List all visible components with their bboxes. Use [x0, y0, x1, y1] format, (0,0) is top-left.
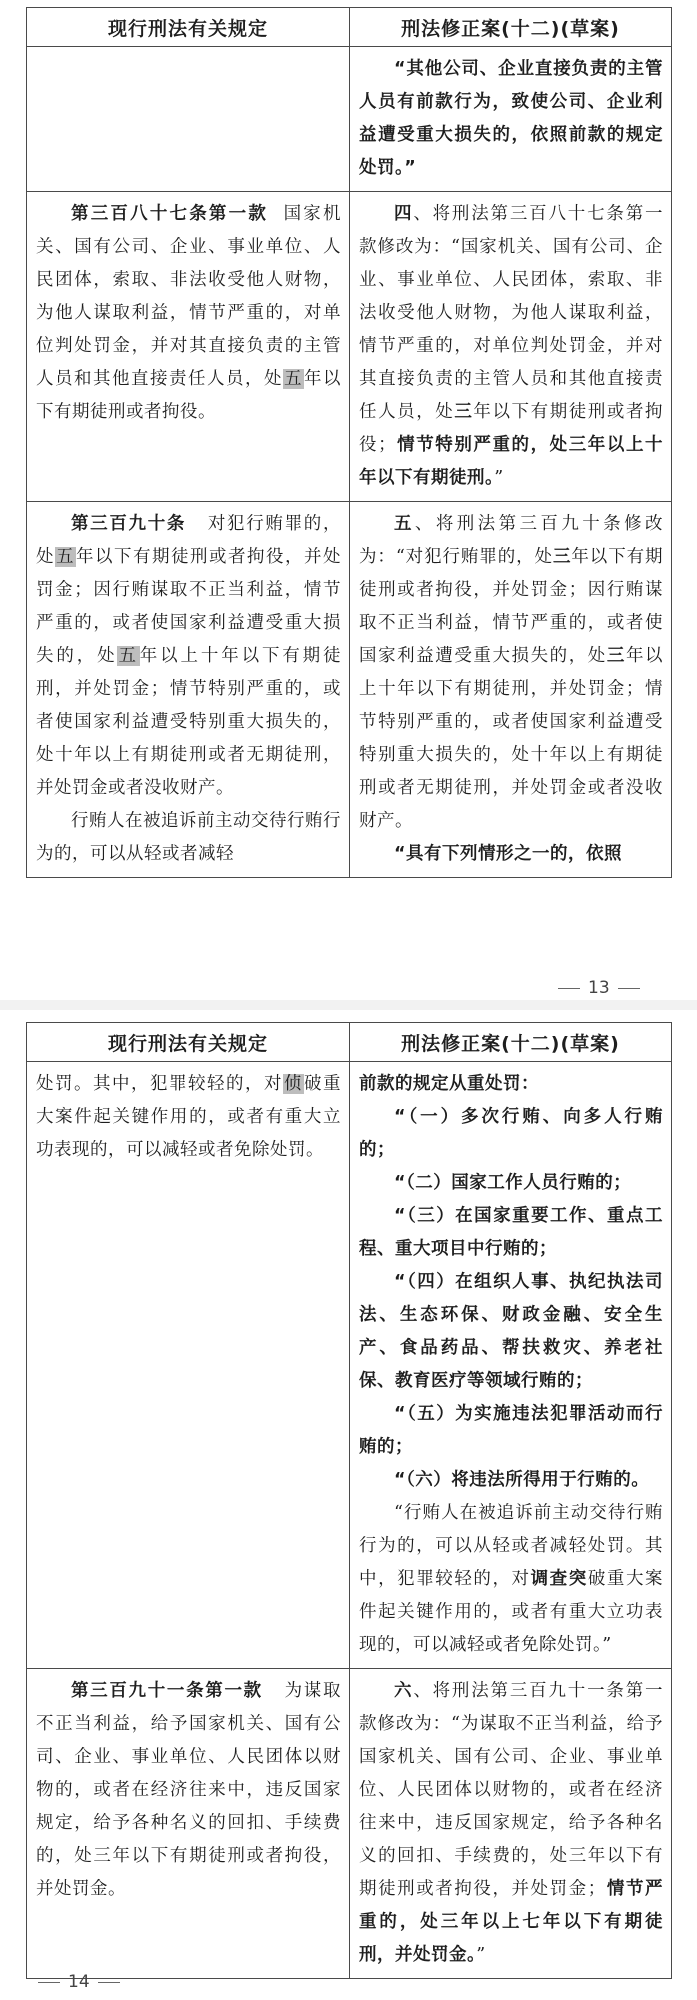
item-number: 四 — [394, 204, 414, 224]
article-390-text — [36, 508, 341, 805]
highlighted-changed-text: 五 — [56, 547, 75, 567]
changed-text: 调查突 — [530, 1569, 588, 1589]
header-amendment-draft: 刑法修正案(十二)(草案) — [350, 8, 672, 47]
text-span: 年以下有期徒刑或者拘役，并处罚金；因行贿谋取不正当利益，情节严重的，或者使国家利益遭受重大损失的，处 — [36, 547, 341, 666]
list-item-3: “（三）在国家重要工作、重点工程、重大项目中行贿的； — [359, 1206, 663, 1259]
list-item-5: “（五）为实施违法犯罪活动而行贿的； — [359, 1404, 663, 1457]
page-number — [30, 1972, 128, 1992]
header-current-law: 现行刑法有关规定 — [27, 1023, 350, 1062]
current-law-cell — [27, 192, 350, 502]
amendment-cell — [350, 502, 672, 878]
article-387-title: 第三百八十七条第一款 — [71, 204, 269, 224]
article-390-title: 第三百九十条 — [71, 514, 187, 534]
table-row — [27, 1062, 672, 1669]
text-span: 破重大案件起关键作用的，或者有重大立功表现的，可以减轻或者免除处罚。 — [36, 1074, 341, 1160]
table-row — [27, 47, 672, 192]
amendment-continuation: 前款的规定从重处罚： — [359, 1074, 539, 1094]
changed-text: 三 — [606, 646, 626, 666]
text-span: 年以上十年以下有期徒刑，并处罚金；情节特别严重的，或者使国家利益遭受特别重大损失的，处十年以上有期徒刑或者无期徒刑，并处罚金或者没收财产。 — [36, 646, 342, 798]
header-current-law: 现行刑法有关规定 — [27, 8, 350, 47]
highlighted-changed-text: 五 — [118, 646, 139, 666]
amendment-added-paragraph: “具有下列情形之一的，依照 — [394, 844, 623, 864]
dash-right — [618, 988, 640, 989]
current-law-cell — [27, 502, 350, 878]
text-span: 年以上十年以下有期徒刑，并处罚金；情节特别严重的，或者使国家利益遭受特别重大损失的，处十年以上有期徒刑或者无期徒刑，并处罚金或者没收财产。 — [359, 646, 664, 831]
amendment-item-4 — [359, 198, 663, 495]
list-item-2: “（二）国家工作人员行贿的； — [394, 1173, 632, 1193]
text-span: 、将刑法第三百九十条修改为：“对犯行贿罪的，处 — [359, 514, 664, 567]
current-law-cell — [27, 1062, 350, 1669]
dash-left — [558, 988, 580, 989]
text-span: 对犯行贿罪的，处 — [36, 514, 341, 567]
article-391-title: 第三百九十一条第一款 — [71, 1681, 263, 1701]
list-item-6: “（六）将违法所得用于行贿的。 — [394, 1470, 650, 1490]
item-number: 五 — [394, 514, 415, 534]
text-span: 年以下有期徒刑或者拘役。 — [36, 369, 341, 422]
table-row — [27, 502, 672, 878]
amendment-cell — [350, 1669, 672, 1979]
amendment-text: “其他公司、企业直接负责的主管人员有前款行为，致使公司、企业利益遭受重大损失的，依照前款的规定处罚。” — [359, 59, 663, 178]
text-span: 处罚。其中，犯罪较轻的，对 — [36, 1074, 283, 1094]
text-span: 破重大案件起关键作用的，或者有重大立功表现的，可以减轻或者免除处罚。” — [359, 1569, 664, 1655]
text-span: 国家机关、国有公司、企业、事业单位、人民团体，索取、非法收受他人财物，为他人谋取利益，情节严重的，对单位判处罚金，并对其直接负责的主管人员和其他直接责任人员，处 — [36, 204, 342, 389]
page-number-text: 14 — [68, 1972, 90, 1992]
amendment-paragraph — [359, 1497, 663, 1662]
article-391-text — [36, 1675, 341, 1906]
text-span: 年以下有期徒刑或者拘役，并处罚金；因行贿谋取不正当利益，情节严重的，或者使国家利益遭受重大损失的，处 — [359, 547, 664, 666]
item-number: 六 — [394, 1681, 414, 1701]
header-amendment-draft: 刑法修正案(十二)(草案) — [350, 1023, 672, 1062]
table-row — [27, 192, 672, 502]
page-number-text: 13 — [588, 978, 610, 998]
list-item-1: “（一）多次行贿、向多人行贿的； — [359, 1107, 663, 1160]
current-law-cell — [27, 1669, 350, 1979]
amendment-cell — [350, 1062, 672, 1669]
header-row — [27, 8, 672, 47]
amendment-cell — [350, 192, 672, 502]
comparison-table-page-14 — [26, 1022, 672, 1979]
table-row — [27, 1669, 672, 1979]
text-span: 年以下有期徒刑或者拘役； — [359, 402, 664, 455]
text-span: 、将刑法第三百八十七条第一款修改为：“国家机关、国有公司、企业、事业单位、人民团体，索取、非法收受他人财物，为他人谋取利益，情节严重的，对单位判处罚金，并对其直接负责的主管人员和其他直接责任人员，处 — [359, 204, 664, 422]
added-text: 情节特别严重的，处三年以上十年以下有期徒刑。 — [359, 435, 664, 488]
text-span: ” — [476, 1945, 486, 1965]
text-span: ” — [494, 468, 504, 488]
article-390-continuation — [36, 1068, 341, 1167]
text-span: “行贿人在被追诉前主动交待行贿行为的，可以从轻或者减轻处罚。其中，犯罪较轻的，对 — [359, 1503, 663, 1589]
highlighted-changed-text: 侦 — [284, 1074, 303, 1094]
changed-text: 三 — [454, 402, 474, 422]
dash-left — [38, 1982, 60, 1983]
article-390-paragraph-2: 行贿人在被追诉前主动交待行贿行为的，可以从轻或者减轻 — [36, 811, 341, 864]
amendment-item-6 — [359, 1675, 663, 1972]
highlighted-changed-text: 五 — [284, 369, 303, 389]
changed-text: 三 — [552, 547, 572, 567]
amendment-cell — [350, 47, 672, 192]
list-item-4: “（四）在组织人事、执纪执法司法、生态环保、财政金融、安全生产、食品药品、帮扶救灾、养老社保、教育医疗等领域行贿的； — [359, 1272, 663, 1391]
header-row — [27, 1023, 672, 1062]
document-page-14 — [0, 1010, 697, 2000]
page-number — [550, 978, 648, 998]
amendment-item-5 — [359, 508, 663, 838]
comparison-table-page-13 — [26, 7, 672, 878]
text-span: 、将刑法第三百九十一条第一款修改为：“为谋取不正当利益，给予国家机关、国有公司、企业、事业单位、人民团体以财物的，或者在经济往来中，违反国家规定，给予各种名义的回扣、手续费的，处三年以下有期徒刑或者拘役，并处罚金； — [359, 1681, 664, 1899]
dash-right — [98, 1982, 120, 1983]
added-text: 情节严重的，处三年以上七年以下有期徒刑，并处罚金。 — [359, 1879, 664, 1965]
article-387-text — [36, 198, 341, 429]
current-law-cell-empty — [27, 47, 350, 192]
text-span: 为谋取不正当利益，给予国家机关、国有公司、企业、事业单位、人民团体以财物的，或者在经济往来中，违反国家规定，给予各种名义的回扣、手续费的，处三年以下有期徒刑或者拘役，并处罚金。 — [36, 1681, 341, 1899]
